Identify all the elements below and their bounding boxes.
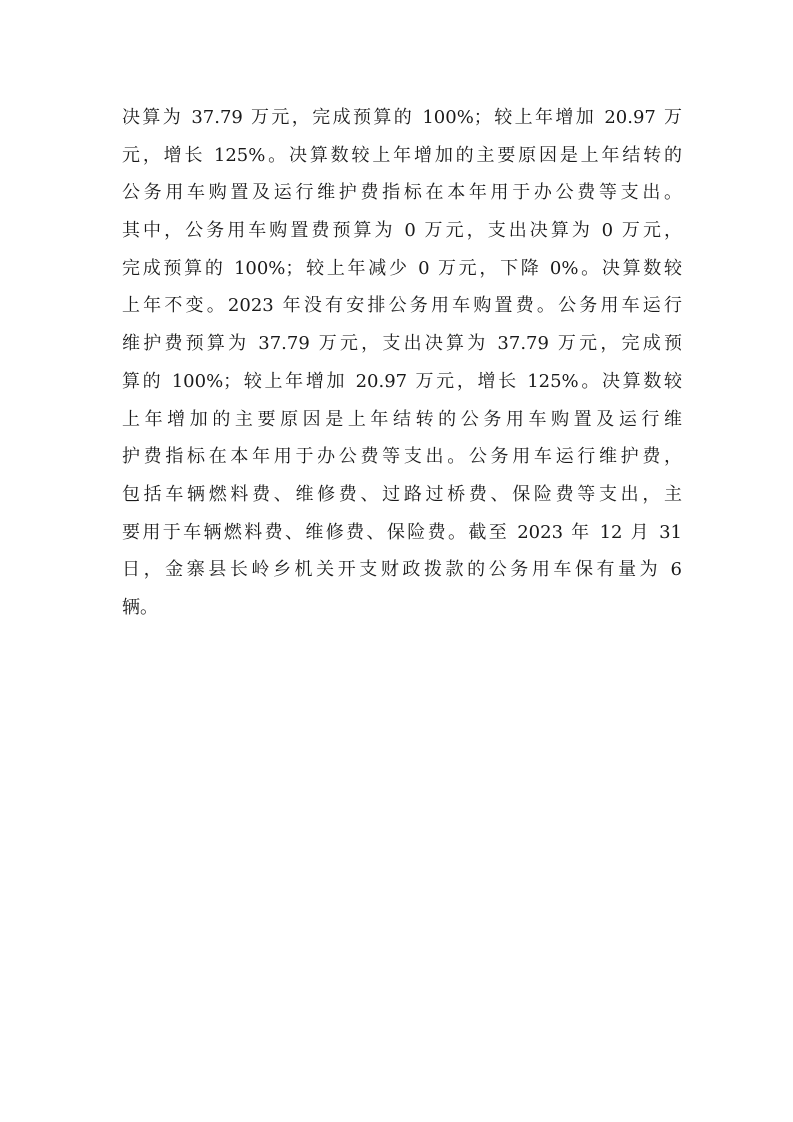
paragraph-line: 元，增长 125%。决算数较上年增加的主要原因是上年结转的 (122, 144, 682, 166)
paragraph-line: 维护费预算为 37.79 万元，支出决算为 37.79 万元，完成预 (122, 333, 682, 355)
paragraph-line: 决算为 37.79 万元，完成预算的 100%；较上年增加 20.97 万 (122, 107, 682, 128)
paragraph-line: 完成预算的 100%；较上年减少 0 万元，下降 0%。决算数较 (122, 257, 682, 279)
paragraph-line: 护费指标在本年用于办公费等支出。公务用车运行维护费， (122, 446, 682, 468)
body-paragraph (122, 99, 682, 627)
paragraph-line: 包括车辆燃料费、维修费、过路过桥费、保险费等支出，主 (122, 483, 682, 505)
paragraph-line: 其中，公务用车购置费预算为 0 万元，支出决算为 0 万元， (122, 220, 682, 242)
paragraph-line: 上年不变。2023 年没有安排公务用车购置费。公务用车运行 (122, 295, 682, 317)
paragraph-line: 上年增加的主要原因是上年结转的公务用车购置及运行维 (122, 408, 682, 430)
paragraph-line: 公务用车购置及运行维护费指标在本年用于办公费等支出。 (122, 182, 682, 204)
paragraph-line: 辆。 (122, 596, 158, 618)
paragraph-line: 算的 100%；较上年增加 20.97 万元，增长 125%。决算数较 (122, 370, 682, 392)
paragraph-line: 日，金寨县长岭乡机关开支财政拨款的公务用车保有量为 6 (122, 559, 682, 581)
paragraph-line: 要用于车辆燃料费、维修费、保险费。截至 2023 年 12 月 31 (122, 521, 682, 543)
